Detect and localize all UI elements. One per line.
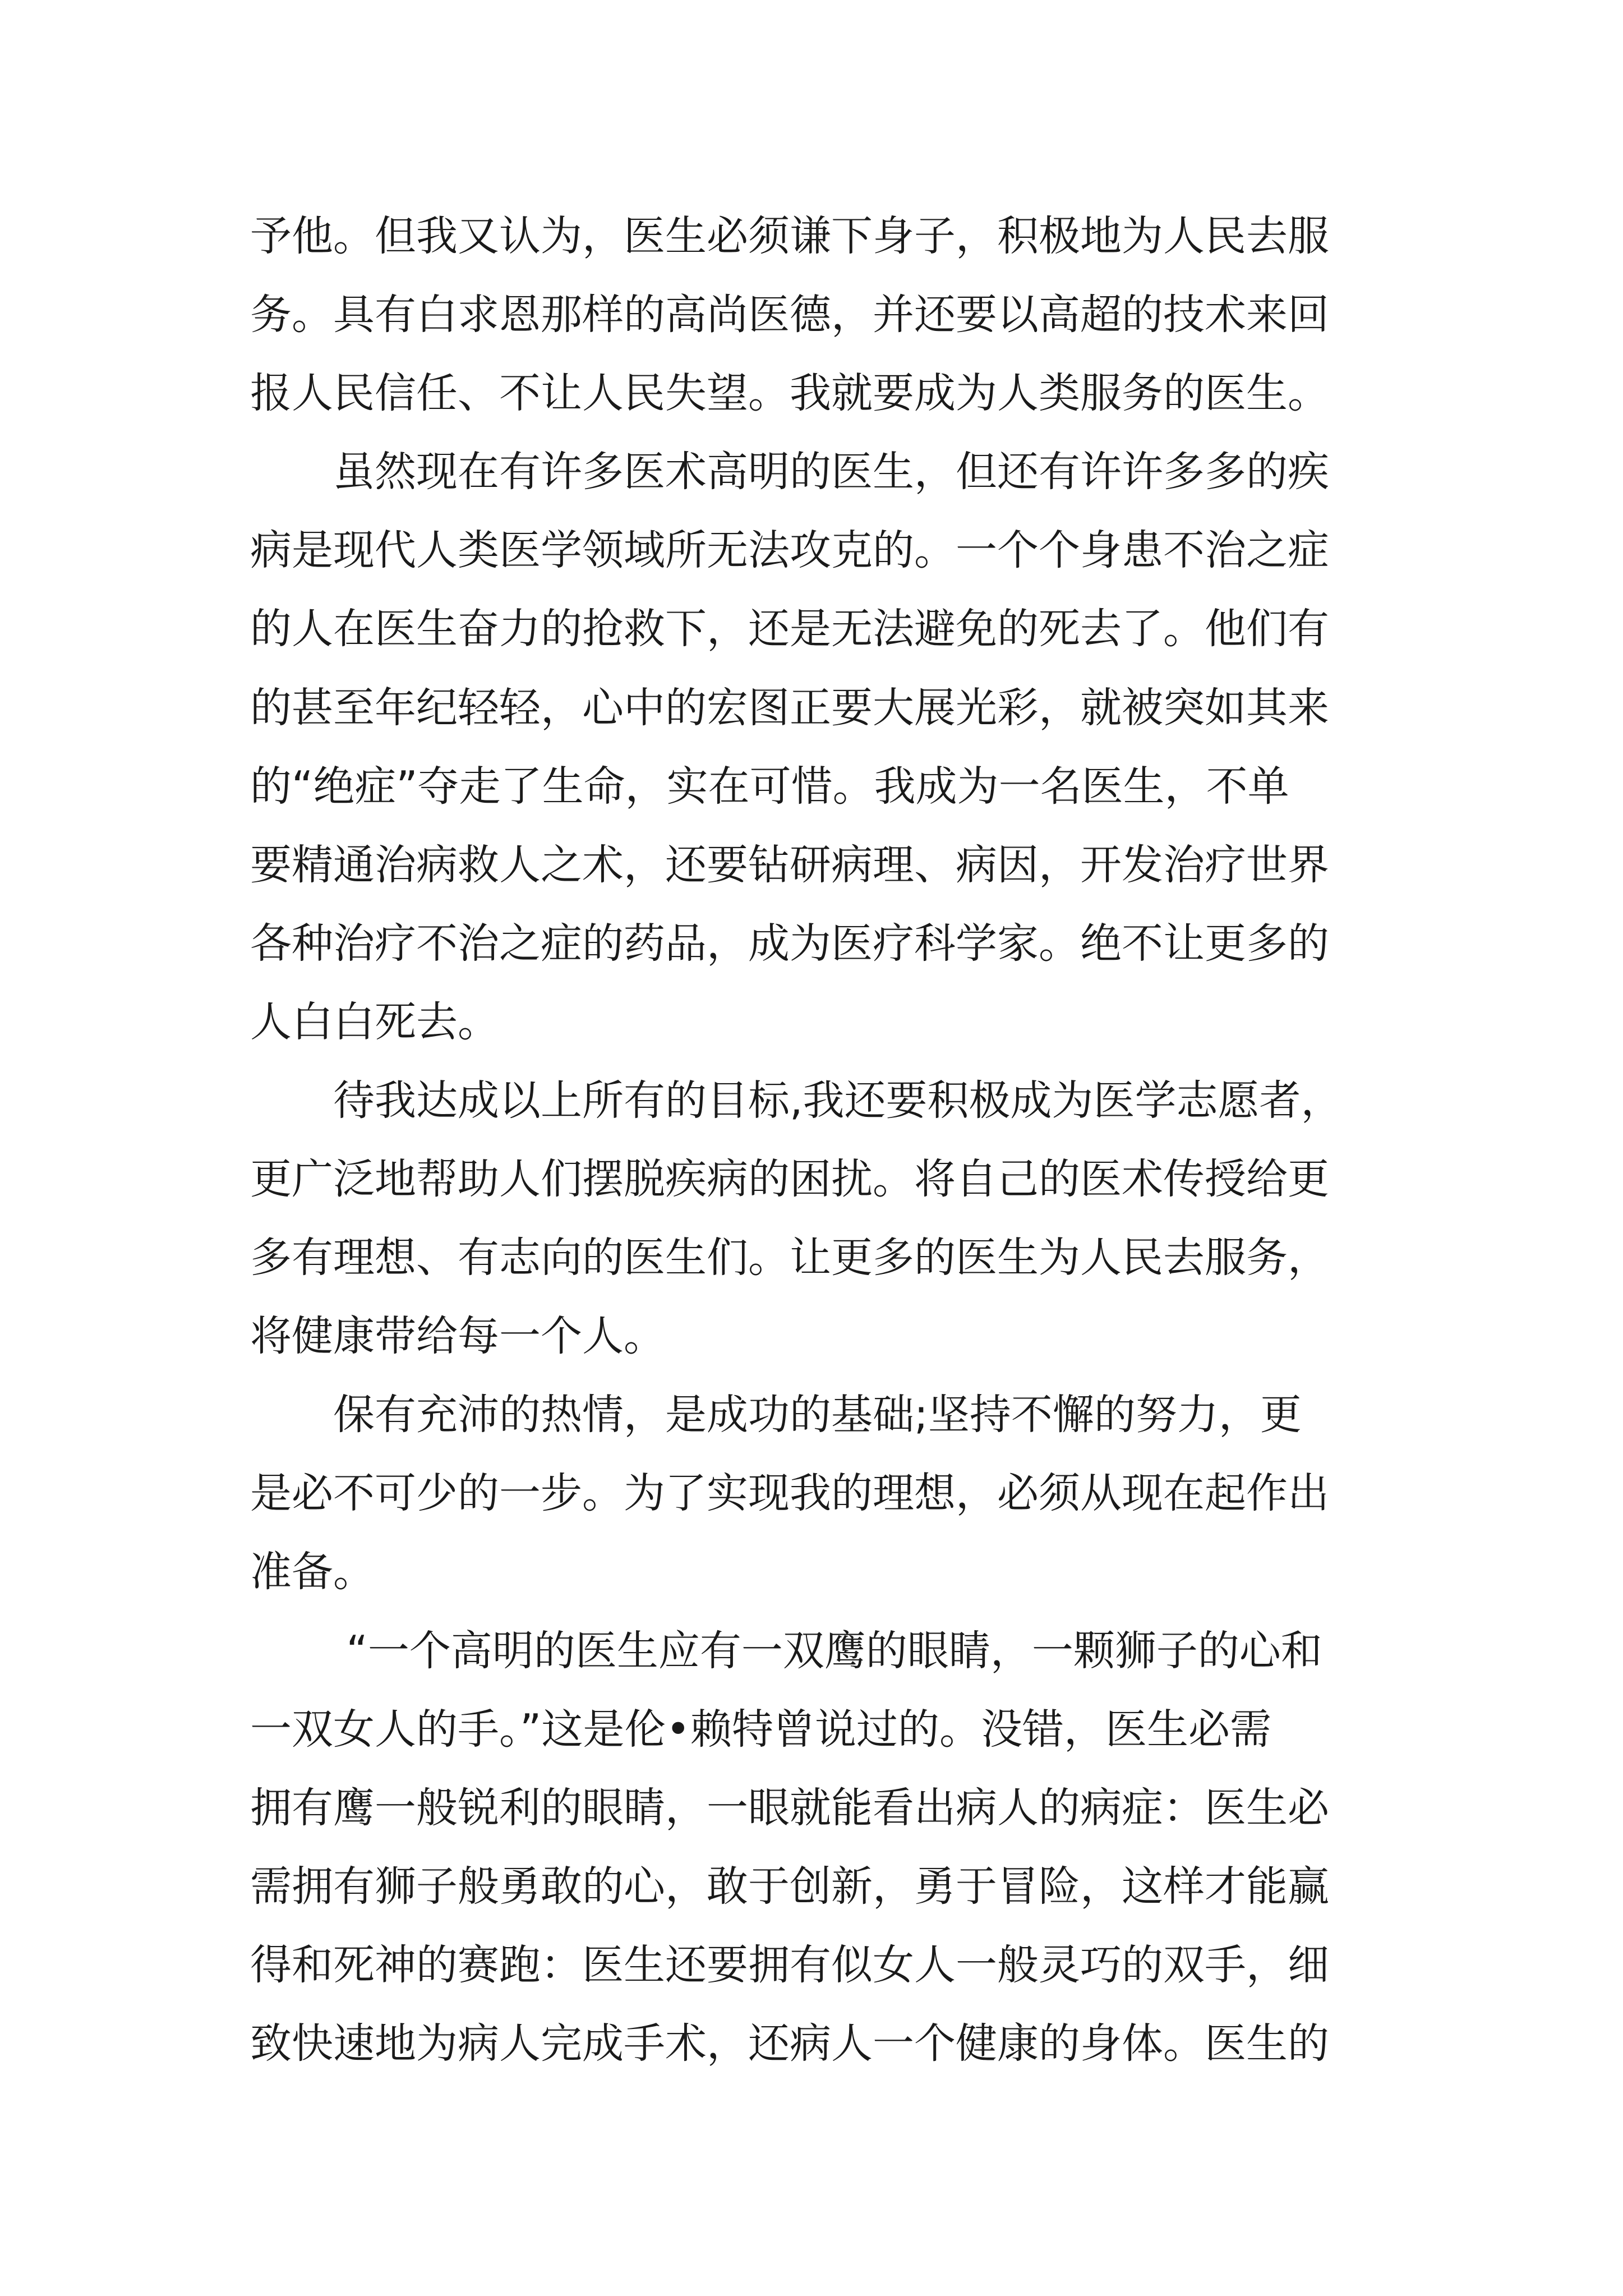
text-line: 的甚至年纪轻轻，心中的宏图正要大展光彩，就被突如其来 (250, 684, 1329, 732)
text-line: 各种治疗不治之症的药品，成为医疗科学家。绝不让更多的 (250, 919, 1329, 968)
text-line: 致快速地为病人完成手术，还病人一个健康的身体。医生的 (250, 2019, 1329, 2068)
text-line: 一双女人的手。”这是伦•赖特曾说过的。没错，医生必需 (250, 1705, 1271, 1754)
text-line: 的“绝症”夺走了生命，实在可惜。我成为一名医生，不单 (250, 762, 1289, 811)
text-line: 得和死神的赛跑：医生还要拥有似女人一般灵巧的双手，细 (250, 1941, 1329, 1989)
text-line: 人白白死去。 (250, 998, 499, 1046)
text-line: 保有充沛的热情，是成功的基础;坚持不懈的努力，更 (250, 1391, 1302, 1439)
text-line: 将健康带给每一个人。 (250, 1312, 665, 1360)
text-line: 准备。 (250, 1548, 375, 1596)
text-line: 多有理想、有志向的医生们。让更多的医生为人民去服务， (250, 1234, 1329, 1282)
text-line: 虽然现在有许多医术高明的医生，但还有许许多多的疾 (250, 448, 1329, 496)
text-line: 病是现代人类医学领域所无法攻克的。一个个身患不治之症 (250, 526, 1329, 574)
text-line: 要精通治病救人之术，还要钻研病理、病因，开发治疗世界 (250, 841, 1329, 889)
text-line: “一个高明的医生应有一双鹰的眼睛，一颗狮子的心和 (250, 1627, 1322, 1675)
text-line: 予他。但我又认为，医生必须谦下身子，积极地为人民去服 (250, 212, 1329, 260)
text-line: 是必不可少的一步。为了实现我的理想，必须从现在起作出 (250, 1469, 1329, 1517)
text-line: 拥有鹰一般锐利的眼睛，一眼就能看出病人的病症：医生必 (250, 1784, 1329, 1832)
text-line: 待我达成以上所有的目标,我还要积极成为医学志愿者， (250, 1076, 1343, 1125)
text-line: 需拥有狮子般勇敢的心，敢于创新，勇于冒险，这样才能赢 (250, 1862, 1329, 1911)
text-line: 报人民信任、不让人民失望。我就要成为人类服务的医生。 (250, 369, 1329, 417)
text-line: 务。具有白求恩那样的高尚医德，并还要以高超的技术来回 (250, 291, 1329, 339)
text-line: 的人在医生奋力的抢救下，还是无法避免的死去了。他们有 (250, 605, 1329, 653)
text-line: 更广泛地帮助人们摆脱疾病的困扰。将自己的医术传授给更 (250, 1155, 1329, 1203)
